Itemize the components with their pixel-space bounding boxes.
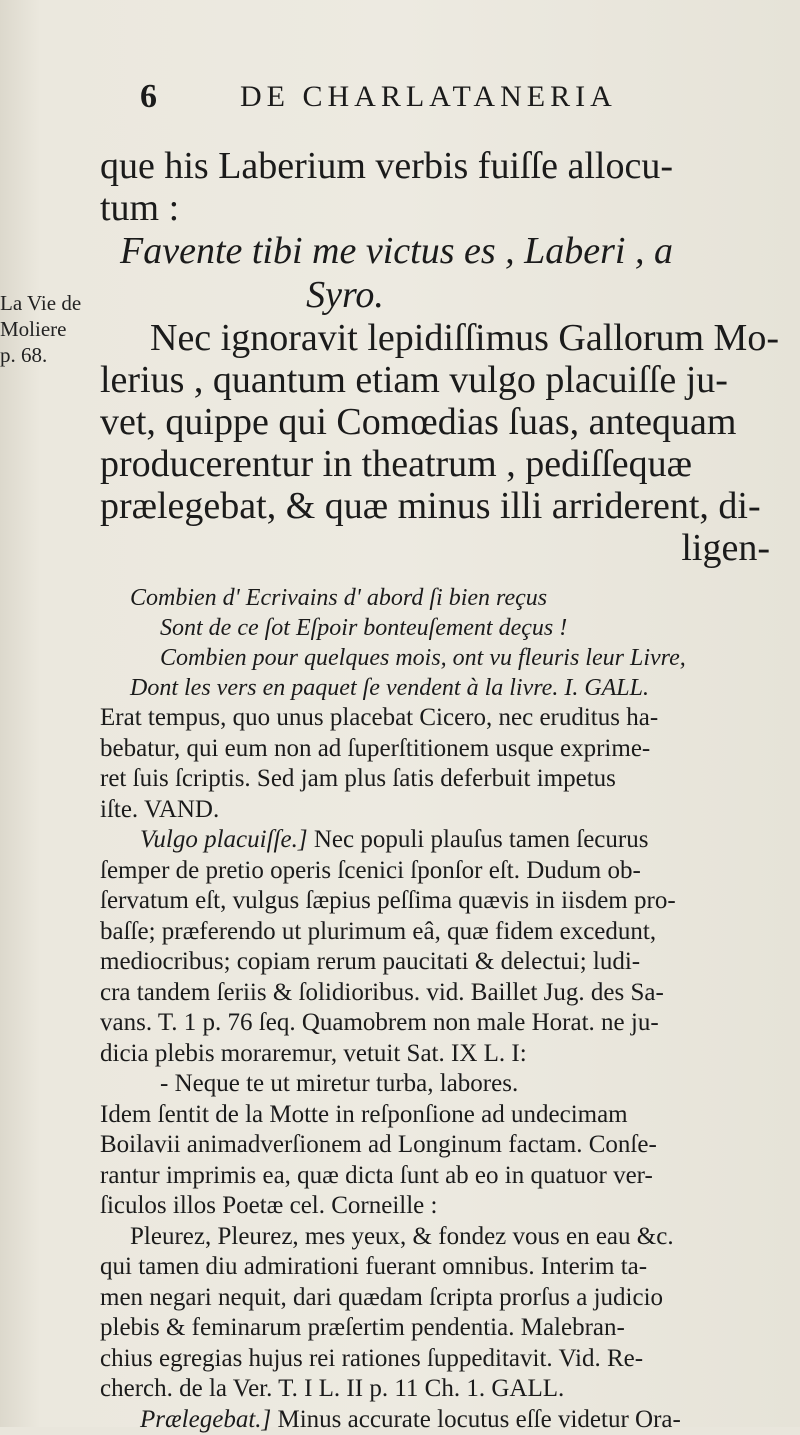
body-line: tum : xyxy=(100,187,790,229)
margin-note-line: p. 68. xyxy=(0,342,100,368)
note-line: cra tandem ſeriis & ſolidioribus. vid. Baillet Jug. des Sa- xyxy=(100,978,790,1009)
verse-line: Syro. xyxy=(100,273,790,317)
running-title: DE CHARLATANERIA xyxy=(240,80,617,114)
note-text: Nec populi plauſus tamen ſecurus xyxy=(314,826,649,853)
body-line: que his Laberium verbis fuiſſe allocu- xyxy=(100,145,790,187)
note-line: qui tamen diu admirationi fuerant omnibus. Interim ta- xyxy=(100,1252,790,1283)
note-line: vans. T. 1 p. 76 ſeq. Quamobrem non male Horat. ne ju- xyxy=(100,1008,790,1039)
margin-note-line: La Vie de xyxy=(0,290,100,316)
note-line: Erat tempus, quo unus placebat Cicero, nec eruditus ha- xyxy=(100,703,790,734)
page-number: 6 xyxy=(140,78,162,116)
note-line: plebis & feminarum præſertim pendentia. Malebran- xyxy=(100,1313,790,1344)
body-line: prælegebat, & quæ minus illi arriderent, di- xyxy=(100,485,790,527)
quoted-verse: - Neque te ut miretur turba, labores. xyxy=(100,1069,790,1100)
running-header xyxy=(140,78,660,118)
verse-line: Favente tibi me victus es , Laberi , a xyxy=(100,229,790,273)
note-line: rantur imprimis ea, quæ dicta ſunt ab eo in quatuor ver- xyxy=(100,1161,790,1192)
main-text xyxy=(100,145,790,1435)
french-verse: Combien d' Ecrivains d' abord ſi bien reçus xyxy=(100,583,790,613)
note-line: men negari nequit, dari quædam ſcripta prorſus a judicio xyxy=(100,1283,790,1314)
quoted-verse: Pleurez, Pleurez, mes yeux, & fondez vous en eau &c. xyxy=(100,1222,790,1253)
french-verse: Combien pour quelques mois, ont vu fleuris leur Livre, xyxy=(100,643,790,673)
note-line xyxy=(100,825,790,856)
catchword: ligen- xyxy=(100,527,790,569)
body-line: vet, quippe qui Comœdias ſuas, antequam xyxy=(100,401,790,443)
note-line: baſſe; præferendo ut plurimum eâ, quæ fidem excedunt, xyxy=(100,917,790,948)
note-line: cherch. de la Ver. T. I L. II p. 11 Ch. 1. GALL. xyxy=(100,1374,790,1405)
lemma: Vulgo placuiſſe.] xyxy=(140,826,308,853)
french-verse: Dont les vers en paquet ſe vendent à la livre. I. GALL. xyxy=(100,673,790,703)
lemma: Prælegebat.] xyxy=(140,1406,271,1433)
note-line xyxy=(100,1405,790,1435)
body-line: producerentur in theatrum , pediſſequæ xyxy=(100,443,790,485)
note-line: Idem ſentit de la Motte in reſponſione ad undecimam xyxy=(100,1100,790,1131)
note-line: ret ſuis ſcriptis. Sed jam plus ſatis deferbuit impetus xyxy=(100,764,790,795)
body-line: lerius , quantum etiam vulgo placuiſſe ju- xyxy=(100,359,790,401)
note-line: ſervatum eſt, vulgus ſæpius peſſima quævis in iisdem pro- xyxy=(100,886,790,917)
note-line: ſiculos illos Poetæ cel. Corneille : xyxy=(100,1191,790,1222)
margin-note xyxy=(0,290,100,368)
note-line: iſte. VAND. xyxy=(100,795,790,826)
note-line: mediocribus; copiam rerum paucitati & delectui; ludi- xyxy=(100,947,790,978)
note-line: dicia plebis moraremur, vetuit Sat. IX L. I: xyxy=(100,1039,790,1070)
note-text: Minus accurate locutus eſſe videtur Ora- xyxy=(278,1406,681,1433)
note-line: ſemper de pretio operis ſcenici ſponſor eſt. Dudum ob- xyxy=(100,856,790,887)
note-line: bebatur, qui eum non ad ſuperſtitionem usque exprime- xyxy=(100,734,790,765)
note-line: Boilavii animadverſionem ad Longinum factam. Conſe- xyxy=(100,1130,790,1161)
margin-note-line: Moliere xyxy=(0,316,100,342)
body-line: Nec ignoravit lepidiſſimus Gallorum Mo- xyxy=(100,317,790,359)
french-verse: Sont de ce ſot Eſpoir bonteuſement deçus ! xyxy=(100,613,790,643)
note-line: chius egregias hujus rei rationes ſuppeditavit. Vid. Re- xyxy=(100,1344,790,1375)
